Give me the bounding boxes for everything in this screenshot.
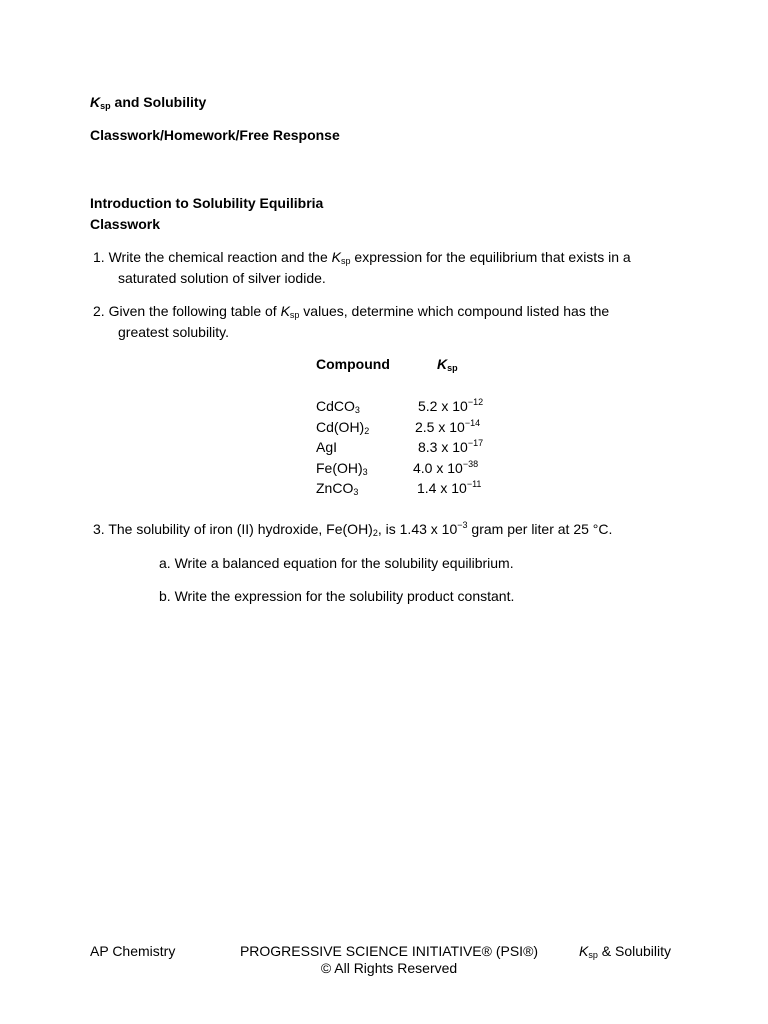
compound-formula: AgI bbox=[316, 439, 338, 455]
page-title-rest: and Solubility bbox=[110, 94, 207, 110]
ksp-mantissa: 8.3 x 10 bbox=[418, 439, 468, 455]
q2-k: K bbox=[280, 303, 290, 319]
ksp-mantissa: 2.5 x 10 bbox=[415, 418, 465, 435]
ksp-exponent: −17 bbox=[467, 438, 484, 448]
question-3-part-a: a. Write a balanced equation for the solubility equilibrium. bbox=[159, 555, 514, 571]
page-title bbox=[90, 94, 206, 110]
table-header-ksp bbox=[437, 356, 458, 372]
footer-right-sub: sp bbox=[588, 950, 598, 960]
footer-center bbox=[224, 943, 554, 976]
question-3-line bbox=[93, 519, 612, 539]
section-heading: Introduction to Solubility Equilibria bbox=[90, 195, 324, 211]
page-title-k: K bbox=[90, 94, 101, 110]
q3-sub: 2 bbox=[372, 528, 378, 538]
question-1-line-1 bbox=[93, 247, 631, 267]
table-row-ksp bbox=[418, 439, 483, 455]
q1-k-sub: sp bbox=[341, 256, 351, 266]
q2-k-sub: sp bbox=[289, 310, 300, 320]
question-2-line-2: greatest solubility. bbox=[118, 324, 230, 340]
q2-text-a: 2. Given the following table of bbox=[93, 303, 281, 319]
q3-text-c: gram per liter at 25 °C. bbox=[467, 521, 613, 537]
q3-exp: −3 bbox=[457, 520, 468, 530]
table-row-compound bbox=[316, 439, 337, 455]
section-subheading: Classwork bbox=[90, 216, 161, 232]
q1-text-a: 1. Write the chemical reaction and the bbox=[93, 249, 332, 265]
ksp-exponent: −14 bbox=[464, 417, 481, 428]
q1-text-b: expression for the equilibrium that exists in a bbox=[350, 249, 631, 265]
table-row-ksp bbox=[415, 419, 480, 435]
table-row-ksp bbox=[417, 480, 481, 496]
question-1-line-2: saturated solution of silver iodide. bbox=[118, 270, 326, 286]
page-title-sub: sp bbox=[100, 101, 111, 111]
q1-k: K bbox=[331, 249, 341, 265]
table-row-compound bbox=[316, 460, 368, 476]
table-header-k: K bbox=[437, 356, 448, 372]
compound-formula: ZnCO bbox=[316, 480, 354, 496]
compound-subscript: 3 bbox=[354, 405, 360, 415]
ksp-mantissa: 4.0 x 10 bbox=[413, 459, 463, 476]
compound-formula: Fe(OH) bbox=[316, 459, 363, 476]
ksp-exponent: −12 bbox=[467, 397, 484, 407]
ksp-mantissa: 1.4 x 10 bbox=[417, 480, 467, 496]
table-header-compound: Compound bbox=[316, 356, 390, 372]
compound-formula: Cd(OH) bbox=[316, 418, 365, 435]
q2-text-b: values, determine which compound listed has the bbox=[299, 303, 610, 319]
footer-left: AP Chemistry bbox=[90, 943, 176, 959]
compound-subscript: 3 bbox=[362, 466, 368, 477]
compound-formula: CdCO bbox=[316, 398, 355, 414]
table-row-compound bbox=[316, 480, 358, 496]
footer-center-line-1: PROGRESSIVE SCIENCE INITIATIVE® (PSI®) bbox=[239, 943, 539, 959]
table-row-compound bbox=[316, 419, 369, 435]
ksp-mantissa: 5.2 x 10 bbox=[418, 398, 468, 414]
table-row-ksp bbox=[413, 460, 478, 476]
footer-right bbox=[579, 943, 671, 959]
compound-subscript: 3 bbox=[353, 487, 359, 497]
question-3-part-b: b. Write the expression for the solubility product constant. bbox=[159, 588, 515, 604]
question-2-line-1 bbox=[93, 301, 609, 321]
table-row-ksp bbox=[418, 398, 483, 414]
footer-center-line-2: © All Rights Reserved bbox=[320, 960, 458, 976]
footer-right-k: K bbox=[579, 943, 589, 959]
compound-subscript: 2 bbox=[364, 425, 370, 436]
ksp-exponent: −38 bbox=[462, 458, 479, 469]
footer-right-rest: & Solubility bbox=[597, 943, 672, 959]
q3-text-a: 3. The solubility of iron (II) hydroxide, Fe(OH) bbox=[93, 521, 373, 537]
ksp-exponent: −11 bbox=[466, 479, 482, 489]
table-row-compound bbox=[316, 398, 360, 414]
page-subtitle: Classwork/Homework/Free Response bbox=[90, 127, 340, 143]
q3-text-b: , is 1.43 x 10 bbox=[377, 521, 458, 537]
table-header-k-sub: sp bbox=[447, 363, 458, 373]
